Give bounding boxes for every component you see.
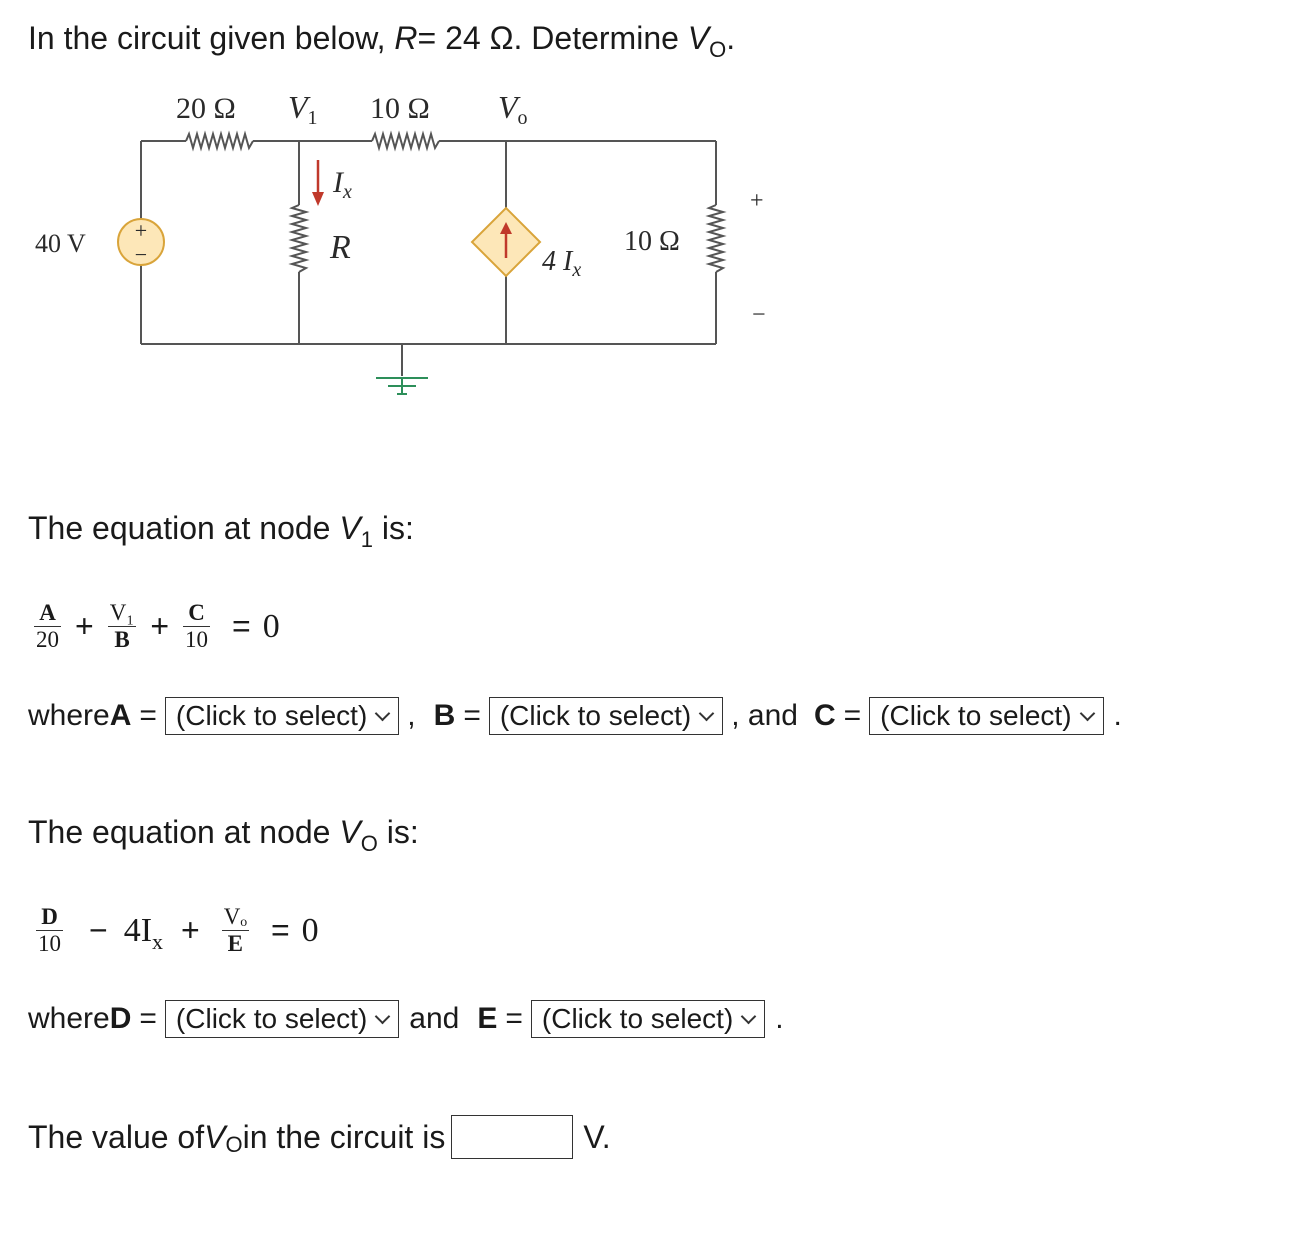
source-minus-sign: − [134,242,148,267]
fraction-vo-over-e: $\frac{\text{Vₒ}}{E}$ [223,904,247,956]
node2-prompt: The equation at node $V_O$ is: [28,814,419,856]
dependent-source-label: 4 $I_x$ [542,246,582,281]
ix-label: $I_x$ [333,166,352,203]
fraction-c-over-10: $\frac{C}{10}$ [185,600,209,652]
vo-answer-input[interactable] [451,1115,573,1159]
output-plus-sign: + [750,188,764,214]
node-v1-label: V1 [288,89,318,129]
node1-equation: $\frac{A}{20}$ + $\frac{\text{V₁}}{B}$ + $\frac{C}{10}$ = 0 [36,600,280,652]
fraction-a-over-20: $\frac{A}{20}$ [36,600,59,652]
circuit-diagram [0,80,800,410]
node-vo-label: Vo [498,89,528,129]
fraction-v1-over-b: $\frac{\text{V₁}}{B}$ [109,600,135,652]
source-voltage-label: 40 V [35,229,86,258]
node2-where-row: where D = (Click to select) and E = (Click to select) . [28,1000,784,1038]
output-minus-sign: − [752,302,766,328]
resistor-20-label: 20 Ω [176,92,236,125]
chevron-down-icon [375,705,391,721]
dropdown-d[interactable]: (Click to select) [165,1000,399,1038]
node1-where-row: where A = (Click to select) , B = (Click to select) , and C = (Click to select) . [28,697,1122,735]
question-text: In the circuit given below, R= 24 Ω. Determine $V_O$. [28,20,736,62]
chevron-down-icon [1079,705,1095,721]
chevron-down-icon [699,705,715,721]
fraction-d-over-10: $\frac{D}{10}$ [38,904,61,956]
answer-row: The value of V O in the circuit is V. [28,1115,611,1159]
node1-prompt: The equation at node $V_1$ is: [28,510,414,552]
dropdown-b[interactable]: (Click to select) [489,697,723,735]
dropdown-c[interactable]: (Click to select) [869,697,1103,735]
chevron-down-icon [741,1008,757,1024]
dropdown-e[interactable]: (Click to select) [531,1000,765,1038]
dropdown-a[interactable]: (Click to select) [165,697,399,735]
dependent-term: $4I_x$ [123,911,164,954]
resistor-10-top-label: 10 Ω [370,92,430,125]
resistor-r-label: R [330,229,351,266]
chevron-down-icon [375,1008,391,1024]
source-plus-sign: + [134,218,148,243]
node2-equation: $\frac{D}{10}$ − $4I_x$ + $\frac{\text{Vₒ}}{E}$ = 0 [38,904,319,956]
resistor-10-right-label: 10 Ω [624,226,680,257]
